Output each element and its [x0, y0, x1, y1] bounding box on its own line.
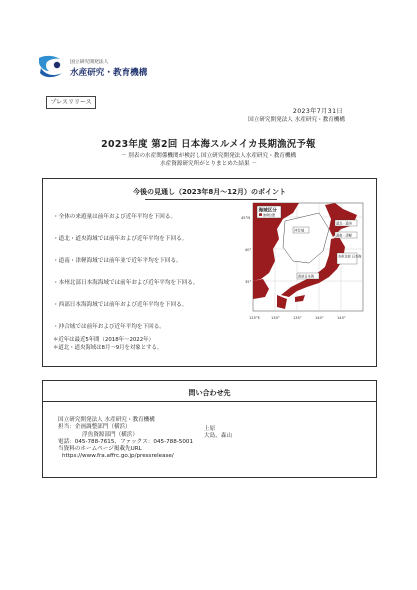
- contact-dept: 浮魚資源部門（横浜）: [82, 431, 138, 438]
- issuer: 国立研究開発法人 水産研究・教育機構: [248, 117, 345, 123]
- lon-label: 125°E: [249, 316, 260, 320]
- fra-logo-icon: [36, 54, 66, 80]
- sea-area-map: [239, 199, 367, 324]
- document-title: 2023年度 第2回 日本海スルメイカ長期漁況予報: [101, 139, 316, 150]
- press-release-badge: プレスリリース: [46, 96, 96, 109]
- region-label-offshore: 沖合域: [294, 228, 305, 233]
- contact-details: [58, 417, 193, 461]
- lat-label-40: 40°: [245, 248, 252, 252]
- lon-label: 130°: [271, 316, 280, 320]
- forecast-point: ・本州北部日本海海域では前年および近年平均を下回る。: [53, 280, 199, 286]
- release-date: 2023年7月31日: [292, 108, 343, 115]
- region-label-dohoku: 道北・道央: [336, 221, 352, 226]
- lon-label: 145°: [337, 316, 346, 320]
- forecast-point: ・道北・道央海域では前年および近年平均を下回る。: [53, 236, 188, 242]
- forecast-point: ・全体の来遊量は前年および近年平均を下回る。: [53, 214, 177, 220]
- footnote: ＊道北・道央海域は8月～9月を対象とする。: [53, 345, 163, 351]
- subtitle-line-2: 水産資源研究所がとりまとめた結果 －: [160, 161, 257, 167]
- map-legend-sub: 漁場位置: [263, 213, 276, 217]
- forecast-point: ・西部日本海海域では前年および近年平均を下回る。: [53, 302, 188, 308]
- region-label-west: 西部日本海: [298, 274, 314, 279]
- forecast-point: ・沖合域では前年および近年平均を下回る。: [53, 324, 165, 330]
- org-type-label: 国立研究開発法人: [70, 60, 109, 65]
- fishing-ground-swatch: [259, 213, 262, 216]
- outlook-heading: 今後の見通し（2023年8月～12月）のポイント: [132, 188, 287, 196]
- contact-url[interactable]: https://www.fra.affrc.go.jp/pressrelease/: [62, 453, 174, 460]
- contact-divider: [43, 401, 376, 402]
- contact-rep-name-2: 大島、森山: [204, 433, 232, 439]
- footnote: ＊近年は最近5年間（2018年～2022年）: [53, 337, 154, 343]
- map-legend-title: 海域区分: [258, 208, 277, 214]
- contact-box: [42, 380, 377, 478]
- forecast-point: ・道南・津軽海域では前年並で近年平均を下回る。: [53, 258, 182, 264]
- region-label-donan: 道南・津軽: [336, 233, 352, 238]
- region-label-honshu: 本州北部 日本海: [338, 254, 362, 259]
- contact-heading: 問い合わせ先: [188, 389, 231, 397]
- footnotes: [53, 336, 162, 352]
- contact-org: 国立研究開発法人 水産研究・教育機構: [58, 417, 155, 423]
- subtitle-line-1: － 別表の水産関係機関が検討し国立研究開発法人水産研究・教育機構: [120, 153, 297, 159]
- lon-label: 140°: [315, 316, 324, 320]
- contact-web-note: 当資料のホームページ掲載先URL: [58, 446, 142, 453]
- contact-rep-name-1: 上原: [204, 426, 216, 432]
- lat-label-45: 45°N: [241, 216, 251, 220]
- lat-label-35: 35°: [245, 280, 252, 284]
- outlook-box: [42, 178, 377, 367]
- lon-label: 135°: [293, 316, 302, 320]
- org-name: 水産研究・教育機構: [70, 68, 148, 78]
- contact-phone: 電話：045-788-7615、ファックス：045-788-5001: [58, 438, 194, 445]
- contact-rep: 担当：企画調整部門（横浜）: [58, 424, 131, 431]
